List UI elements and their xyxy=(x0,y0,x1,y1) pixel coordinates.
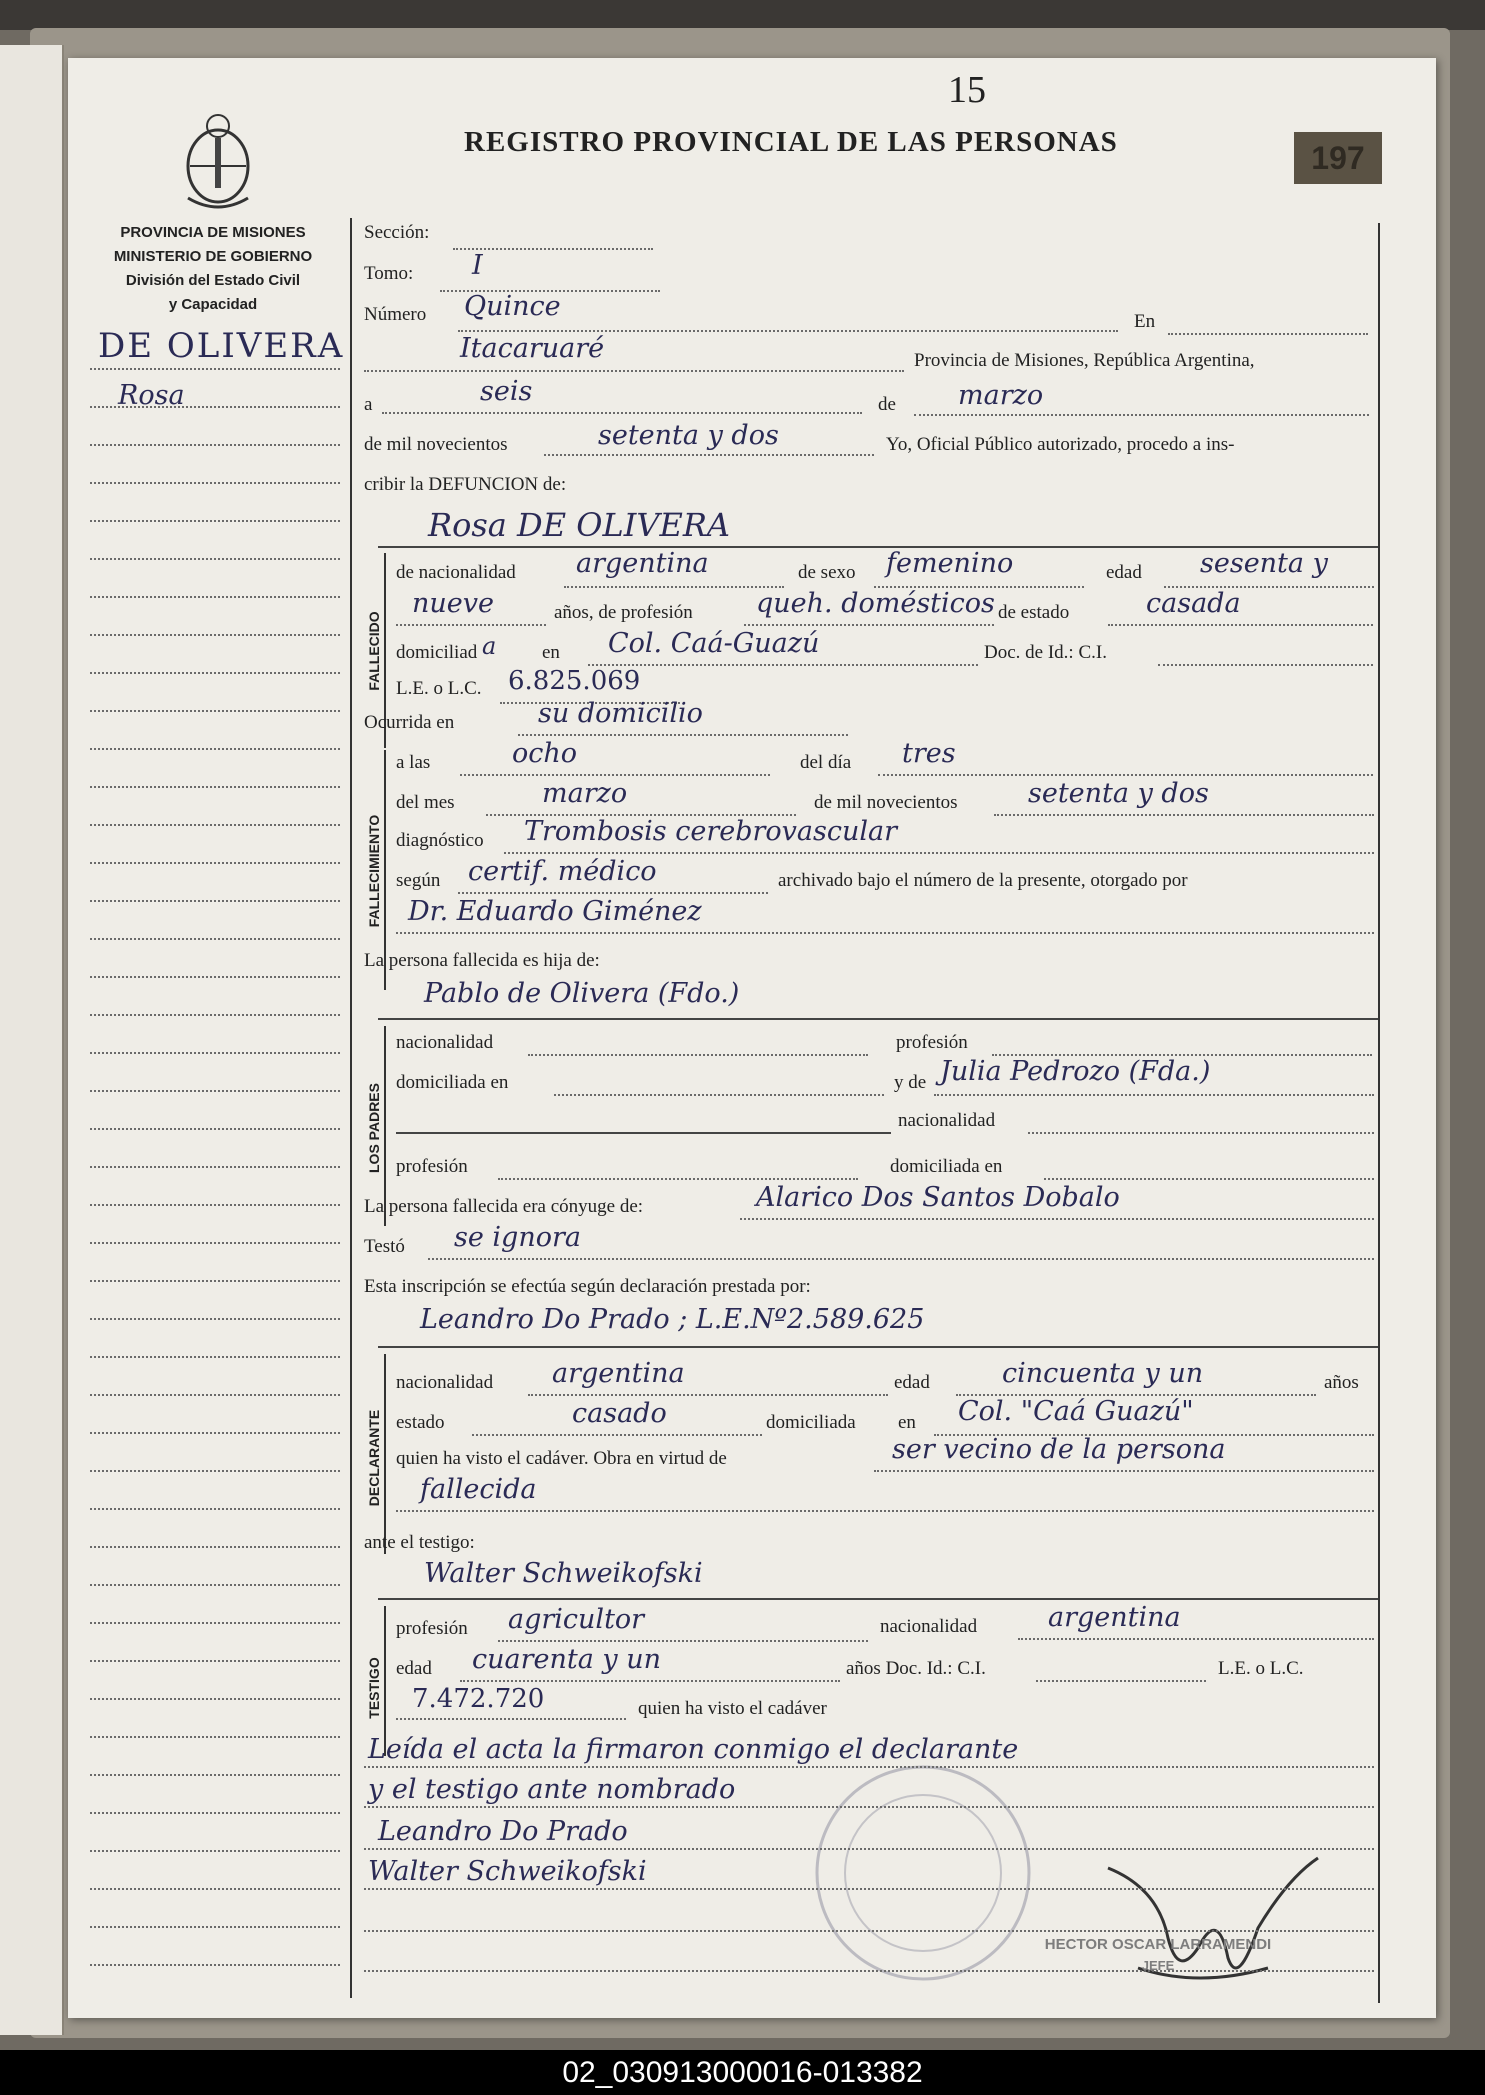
de-mil-2-label: de mil novecientos xyxy=(814,792,958,813)
margin-ruled-line xyxy=(90,1280,340,1282)
diagnostico-label: diagnóstico xyxy=(396,830,484,851)
deceased-name: Rosa DE OLIVERA xyxy=(428,506,731,544)
testo-line xyxy=(428,1258,1374,1260)
nacionalidad-value: argentina xyxy=(576,548,709,579)
madre-domiciliada-line xyxy=(1044,1178,1374,1180)
testigo-profesion-label: profesión xyxy=(396,1618,468,1639)
closing-ruled-line xyxy=(364,1970,1374,1972)
testo-value: se ignora xyxy=(454,1222,581,1253)
declarante-estado-value: casado xyxy=(572,1398,667,1429)
cribir-label: cribir la DEFUNCION de: xyxy=(364,474,567,495)
closing-ruled-line xyxy=(364,1888,1374,1890)
declarante-virtud-b: fallecida xyxy=(420,1474,537,1505)
a-las-label: a las xyxy=(396,752,431,773)
division-label: División del Estado Civil xyxy=(125,272,301,289)
margin-ruled-line xyxy=(90,1736,340,1738)
testigo-doc-line xyxy=(1036,1680,1206,1682)
seccion-label: Sección: xyxy=(364,222,430,243)
estado-label: de estado xyxy=(998,602,1070,623)
segun-label: según xyxy=(396,870,441,891)
oficial-label: Yo, Oficial Público autorizado, procedo a ins- xyxy=(886,434,1235,455)
madre-nacionalidad-label: nacionalidad xyxy=(898,1110,996,1131)
numero-label: Número xyxy=(364,304,427,325)
margin-ruled-line xyxy=(90,938,340,940)
conyuge-value: Alarico Dos Santos Dobalo xyxy=(756,1182,1120,1213)
hora-line xyxy=(460,774,770,776)
testigo-le-label: L.E. o L.C. xyxy=(1218,1658,1304,1679)
margin-ruled-line xyxy=(90,1052,340,1054)
testigo-profesion-value: agricultor xyxy=(508,1604,645,1635)
mes-fallec-value: marzo xyxy=(542,778,628,809)
margin-ruled-line xyxy=(90,1812,340,1814)
margin-divider xyxy=(350,218,352,1998)
declarante-nacionalidad-line xyxy=(528,1394,888,1396)
ante-testigo-label: ante el testigo: xyxy=(364,1532,475,1553)
diagnostico-line xyxy=(504,852,1374,854)
testigo-nacionalidad-label: nacionalidad xyxy=(880,1616,978,1637)
testigo-value: Walter Schweikofski xyxy=(424,1558,703,1589)
margin-ruled-line xyxy=(90,482,340,484)
padre-nacionalidad-label: nacionalidad xyxy=(396,1032,494,1053)
register-page xyxy=(68,58,1436,2018)
page-title: REGISTRO PROVINCIAL DE LAS PERSONAS xyxy=(464,126,1118,158)
margin-ruled-line xyxy=(90,368,340,370)
declarante-nacionalidad-value: argentina xyxy=(552,1358,685,1389)
madre-nacionalidad-line xyxy=(1028,1132,1374,1134)
madre-line xyxy=(934,1094,1374,1096)
declarante-value: Leandro Do Prado ; L.E.Nº2.589.625 xyxy=(420,1304,925,1335)
margin-ruled-line xyxy=(90,1166,340,1168)
le-lc-label: L.E. o L.C. xyxy=(396,678,482,699)
medico-value: Dr. Eduardo Giménez xyxy=(408,896,702,927)
conyuge-label: La persona fallecida era cónyuge de: xyxy=(364,1196,644,1217)
padres-blank-line xyxy=(396,1132,891,1134)
margin-ruled-line xyxy=(90,1926,340,1928)
declarante-top-line xyxy=(378,1346,1378,1348)
testigo-top-line xyxy=(378,1598,1378,1600)
medico-line xyxy=(396,932,1374,934)
declarante-estado-label: estado xyxy=(396,1412,445,1433)
margin-ruled-line xyxy=(90,1356,340,1358)
signature-testigo: Walter Schweikofski xyxy=(368,1856,647,1887)
testigo-visto-label: quien ha visto el cadáver xyxy=(638,1698,827,1719)
margin-ruled-line xyxy=(90,748,340,750)
ministry-label: MINISTERIO DE GOBIERNO xyxy=(113,248,313,265)
dia-fallec-value: tres xyxy=(902,738,956,769)
margin-ruled-line xyxy=(90,1508,340,1510)
page-number: 15 xyxy=(948,69,986,111)
provincia-label: Provincia de Misiones, República Argentina, xyxy=(914,350,1255,371)
margin-ruled-line xyxy=(90,596,340,598)
declarante-domicilio-value: Col. "Caá Guazú" xyxy=(958,1396,1194,1427)
domiciliad-label: domiciliad xyxy=(396,642,478,663)
testigo-edad-value: cuarenta y un xyxy=(472,1644,662,1675)
official-name-stamp: HECTOR OSCAR LARRAMENDI xyxy=(1044,1936,1272,1953)
lugar-line xyxy=(364,370,904,372)
de-mil-label: de mil novecientos xyxy=(364,434,508,455)
diagnostico-value: Trombosis cerebrovascular xyxy=(524,816,898,847)
a-label: a xyxy=(364,394,373,415)
margin-ruled-line xyxy=(90,1318,340,1320)
official-seal-icon xyxy=(808,1758,1038,1988)
estado-value: casada xyxy=(1146,588,1241,619)
margin-ruled-line xyxy=(90,406,340,408)
padre-profesion-label: profesión xyxy=(896,1032,968,1053)
declarante-virtud-line xyxy=(874,1470,1374,1472)
edad-b-line xyxy=(396,624,546,626)
margin-ruled-line xyxy=(90,1090,340,1092)
margin-ruled-line xyxy=(90,672,340,674)
margin-ruled-line xyxy=(90,862,340,864)
closing-line-2: y el testigo ante nombrado xyxy=(368,1774,736,1805)
testigo-anios-doc-label: años Doc. Id.: C.I. xyxy=(846,1658,986,1679)
domicilio-en-label: en xyxy=(542,642,560,663)
margin-ruled-line xyxy=(90,976,340,978)
inscripcion-label: Esta inscripción se efectúa según declaración prestada por: xyxy=(364,1276,811,1297)
signature-declarante: Leandro Do Prado xyxy=(378,1816,628,1847)
declarante-section-label: DECLARANTE xyxy=(366,1409,382,1507)
margin-ruled-line xyxy=(90,1622,340,1624)
sexo-label: de sexo xyxy=(798,562,856,583)
margin-ruled-line xyxy=(90,1242,340,1244)
margin-ruled-line xyxy=(90,1470,340,1472)
closing-ruled-line xyxy=(364,1930,1374,1932)
domiciliad-suffix: a xyxy=(482,632,497,660)
conyuge-line xyxy=(740,1218,1374,1220)
domicilio-value: Col. Caá-Guazú xyxy=(608,628,820,659)
madre-yde-label: y de xyxy=(894,1072,927,1093)
province-label: PROVINCIA DE MISIONES xyxy=(120,224,306,241)
mes-line xyxy=(914,414,1369,416)
padre-domiciliada-line xyxy=(554,1094,884,1096)
margin-ruled-line xyxy=(90,1698,340,1700)
del-mes-label: del mes xyxy=(396,792,455,813)
edad-value-b: nueve xyxy=(412,588,494,619)
margin-ruled-line xyxy=(90,1014,340,1016)
declarante-edad-label: edad xyxy=(894,1372,930,1393)
margin-ruled-line xyxy=(90,1394,340,1396)
declarante-bracket xyxy=(384,1354,386,1554)
margin-ruled-line xyxy=(90,1204,340,1206)
testigo-documento-line xyxy=(396,1718,626,1720)
margin-ruled-line xyxy=(90,1964,340,1966)
del-dia-label: del día xyxy=(800,752,852,773)
doc-label: Doc. de Id.: C.I. xyxy=(984,642,1107,663)
anio-fallec-value: setenta y dos xyxy=(1028,778,1209,809)
profesion-value: queh. domésticos xyxy=(756,588,995,619)
closing-ruled-line xyxy=(364,1848,1374,1850)
image-id-footer: 02_030913000016-013382 xyxy=(0,2050,1485,2095)
en-label: En xyxy=(1134,311,1156,332)
margin-ruled-line xyxy=(90,900,340,902)
seccion-line xyxy=(453,248,653,250)
declarante-estado-line xyxy=(472,1434,762,1436)
margin-given-name: Rosa xyxy=(118,380,185,411)
dia-value: seis xyxy=(480,376,533,407)
padres-top-line xyxy=(378,1018,1378,1020)
declarante-anios-label: años xyxy=(1324,1372,1359,1393)
lugar-value: Itacaruaré xyxy=(460,333,605,364)
anios-profesion-label: años, de profesión xyxy=(554,602,693,623)
right-border xyxy=(1378,223,1380,2003)
en-line xyxy=(1168,333,1368,335)
madre-value: Julia Pedrozo (Fda.) xyxy=(940,1056,1211,1087)
margin-ruled-line xyxy=(90,1850,340,1852)
capacity-label: y Capacidad xyxy=(168,296,258,313)
margin-ruled-line xyxy=(90,444,340,446)
testigo-documento-value: 7.472.720 xyxy=(412,1684,545,1714)
margin-ruled-line xyxy=(90,1128,340,1130)
nacionalidad-label: de nacionalidad xyxy=(396,562,516,583)
testigo-nacionalidad-line xyxy=(1018,1638,1374,1640)
anio-line xyxy=(544,454,874,456)
closing-ruled-line xyxy=(364,1766,1374,1768)
numero-line xyxy=(458,330,1118,332)
testigo-edad-line xyxy=(460,1680,840,1682)
fallecimiento-section-label: FALLECIMIENTO xyxy=(366,814,382,928)
dia-line xyxy=(382,412,862,414)
archivado-label: archivado bajo el número de la presente, otorgado por xyxy=(778,870,1188,891)
previous-page-edge xyxy=(0,45,64,2035)
edad-value-a: sesenta y xyxy=(1200,548,1328,579)
margin-ruled-line xyxy=(90,1774,340,1776)
ocurrida-label: Ocurrida en xyxy=(364,712,455,733)
estado-line xyxy=(1108,624,1373,626)
numero-value: Quince xyxy=(464,291,561,322)
nacionalidad-line xyxy=(564,586,784,588)
margin-ruled-line xyxy=(90,634,340,636)
margin-surname: DE OLIVERA xyxy=(98,326,345,366)
declarante-virtud-a: ser vecino de la persona xyxy=(892,1434,1226,1465)
hora-value: ocho xyxy=(512,738,578,769)
padre-value: Pablo de Olivera (Fdo.) xyxy=(424,978,740,1009)
anio-fallec-line xyxy=(994,814,1374,816)
official-title-stamp: JEFE xyxy=(1141,1958,1175,1973)
certificado-line xyxy=(458,892,768,894)
dia-fallec-line xyxy=(878,774,1373,776)
doc-line xyxy=(1158,664,1373,666)
documento-value: 6.825.069 xyxy=(508,666,641,696)
coat-of-arms-icon xyxy=(176,108,260,212)
mes-value: marzo xyxy=(958,380,1044,411)
declarante-en-label: en xyxy=(898,1412,916,1433)
madre-profesion-label: profesión xyxy=(396,1156,468,1177)
edad-label: edad xyxy=(1106,562,1142,583)
de-label: de xyxy=(878,394,896,415)
hija-label: La persona fallecida es hija de: xyxy=(364,950,600,971)
declarante-visto-label: quien ha visto el cadáver. Obra en virtud de xyxy=(396,1448,727,1469)
testigo-section-label: TESTIGO xyxy=(366,1657,382,1719)
closing-ruled-line xyxy=(364,1806,1374,1808)
testigo-profesion-line xyxy=(498,1640,868,1642)
tomo-value: I xyxy=(472,250,483,281)
margin-ruled-line xyxy=(90,786,340,788)
margin-ruled-line xyxy=(90,558,340,560)
fallecido-section-label: FALLECIDO xyxy=(366,611,382,691)
margin-ruled-line xyxy=(90,520,340,522)
testigo-nacionalidad-value: argentina xyxy=(1048,1602,1181,1633)
book-binding xyxy=(0,0,1485,30)
testigo-edad-label: edad xyxy=(396,1658,432,1679)
padre-nacionalidad-line xyxy=(528,1054,868,1056)
madre-profesion-line xyxy=(498,1178,858,1180)
madre-domiciliada-label: domiciliada en xyxy=(890,1156,1003,1177)
margin-ruled-line xyxy=(90,824,340,826)
margin-ruled-line xyxy=(90,1584,340,1586)
profesion-line xyxy=(744,624,994,626)
declarante-domiciliada-label: domiciliada xyxy=(766,1412,856,1433)
declarante-edad-value: cincuenta y un xyxy=(1002,1358,1204,1389)
closing-line-1: Leída el acta la firmaron conmigo el declarante xyxy=(368,1734,1019,1765)
certificado-value: certif. médico xyxy=(468,856,657,887)
ocurrida-line xyxy=(518,734,848,736)
official-signature-icon xyxy=(1098,1848,1328,1998)
margin-ruled-line xyxy=(90,1546,340,1548)
year-stamp: 197 xyxy=(1294,132,1382,184)
declarante-nacionalidad-label: nacionalidad xyxy=(396,1372,494,1393)
sexo-value: femenino xyxy=(886,548,1014,579)
margin-ruled-line xyxy=(90,710,340,712)
margin-ruled-line xyxy=(90,1660,340,1662)
testo-label: Testó xyxy=(364,1236,405,1257)
ocurrida-value: su domicilio xyxy=(538,698,703,729)
padres-section-label: LOS PADRES xyxy=(366,1083,382,1173)
domicilio-line xyxy=(588,664,978,666)
anio-value: setenta y dos xyxy=(598,420,779,451)
declarante-virtud-b-line xyxy=(396,1510,1374,1512)
padre-domiciliada-label: domiciliada en xyxy=(396,1072,509,1093)
tomo-label: Tomo: xyxy=(364,263,414,284)
margin-ruled-line xyxy=(90,1432,340,1434)
margin-ruled-line xyxy=(90,1888,340,1890)
